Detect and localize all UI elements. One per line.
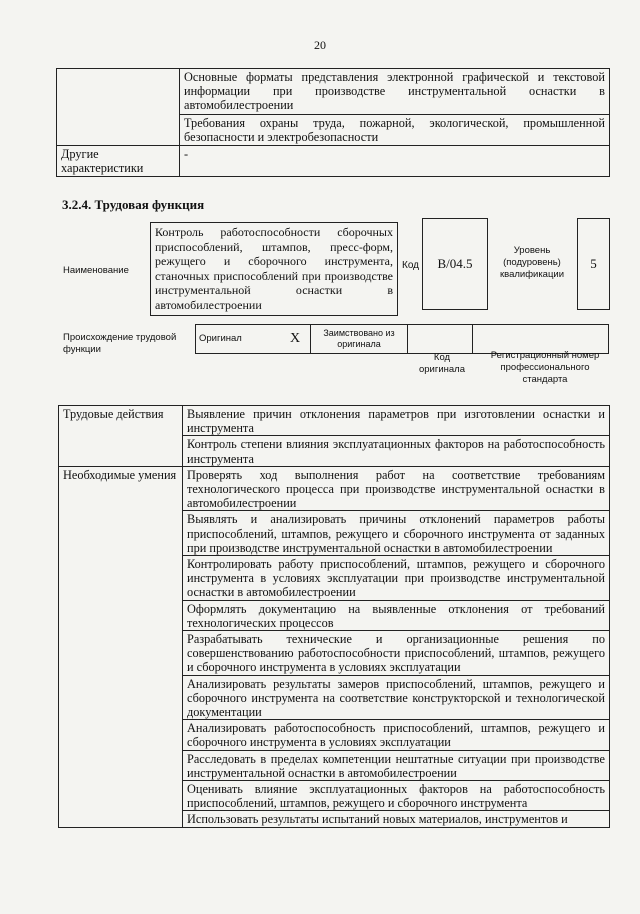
row-label: Необходимые умения (59, 466, 183, 827)
function-name-box: Контроль работоспособности сборочных приспособлений, штампов, пресс-форм, режущего и сборочного инструмента, станочных приспособлений при производстве инструментальной оснастки в автомобилестроении (150, 222, 398, 316)
row-cell: Анализировать результаты замеров приспособлений, штампов, режущего и сборочного инструмента на соответствие конструкторской и технологической документации (183, 675, 610, 720)
page-number: 20 (314, 38, 326, 52)
function-details-table (58, 405, 610, 828)
row-cell: Выявление причин отклонения параметров при изготовлении оснастки и инструмента (183, 406, 610, 436)
row-label: Трудовые действия (59, 406, 183, 467)
row-cell: Расследовать в пределах компетенции нештатные ситуации при производстве инструментальной оснастки в автомобилестроении (183, 750, 610, 780)
row-cell: Основные форматы представления электронной графической и текстовой информации при производстве инструментальной оснастки в автомобилестроении (180, 69, 610, 115)
continuation-table (56, 68, 610, 177)
row-cell: Анализировать работоспособность приспособлений, штампов, режущего и сборочного инструмента в условиях эксплуатации (183, 720, 610, 750)
row-cell: Контролировать работу приспособлений, штампов, режущего и сборочного инструмента в условиях эксплуатации при производстве инструментальной оснастки в автомобилестроении (183, 556, 610, 601)
name-label: Наименование (63, 265, 129, 276)
row-cell: Разрабатывать технические и организационные решения по совершенствованию работоспособности приспособлений, штампов, режущего и сборочного инструмента в условиях эксплуатации (183, 631, 610, 676)
row-cell: Контроль степени влияния эксплуатационных факторов на работоспособность инструмента (183, 436, 610, 466)
code-box: B/04.5 (422, 218, 488, 310)
row-label (57, 69, 180, 146)
row-cell: Оценивать влияние эксплуатационных факторов на работоспособность приспособлений, штампов, режущего и сборочного инструмента (183, 781, 610, 811)
section-title: 3.2.4. Трудовая функция (62, 197, 205, 212)
level-box: 5 (577, 218, 610, 310)
origin-label: Происхождение трудовой функции (63, 332, 177, 355)
table-row (57, 146, 610, 177)
table-row (59, 406, 610, 436)
row-cell: Оформлять документацию на выявленные отклонения от требований технологических процессов (183, 600, 610, 630)
row-cell: Использовать результаты испытаний новых материалов, инструментов и (183, 811, 610, 827)
row-cell: Требования охраны труда, пожарной, экологической, промышленной безопасности и электробезопасности (180, 114, 610, 145)
code-label: Код (402, 260, 420, 271)
caption-code-original: Код оригинала (418, 352, 465, 375)
original-cell: Оригинал (196, 325, 281, 354)
original-mark: X (280, 325, 311, 354)
code-original-cell (408, 325, 473, 354)
caption-registration: Регистрационный номер профессионального стандарта (490, 350, 600, 385)
level-label: Уровень (подуровень) квалификации (499, 245, 565, 280)
row-cell: Выявлять и анализировать причины отклонений параметров работы приспособлений, штампов, режущего и сборочного инструмента от заданных при производстве инструментальной оснастки в автомобилестроении (183, 511, 610, 556)
row-cell: Проверять ход выполнения работ на соответствие требованиям технологического процесса при производстве инструментальной оснастки в автомобилестроении (183, 466, 610, 511)
row-cell: - (180, 146, 610, 177)
table-row (59, 466, 610, 511)
borrowed-cell: Заимствовано из оригинала (311, 325, 408, 354)
row-label: Другие характеристики (57, 146, 180, 177)
table-row (57, 69, 610, 115)
